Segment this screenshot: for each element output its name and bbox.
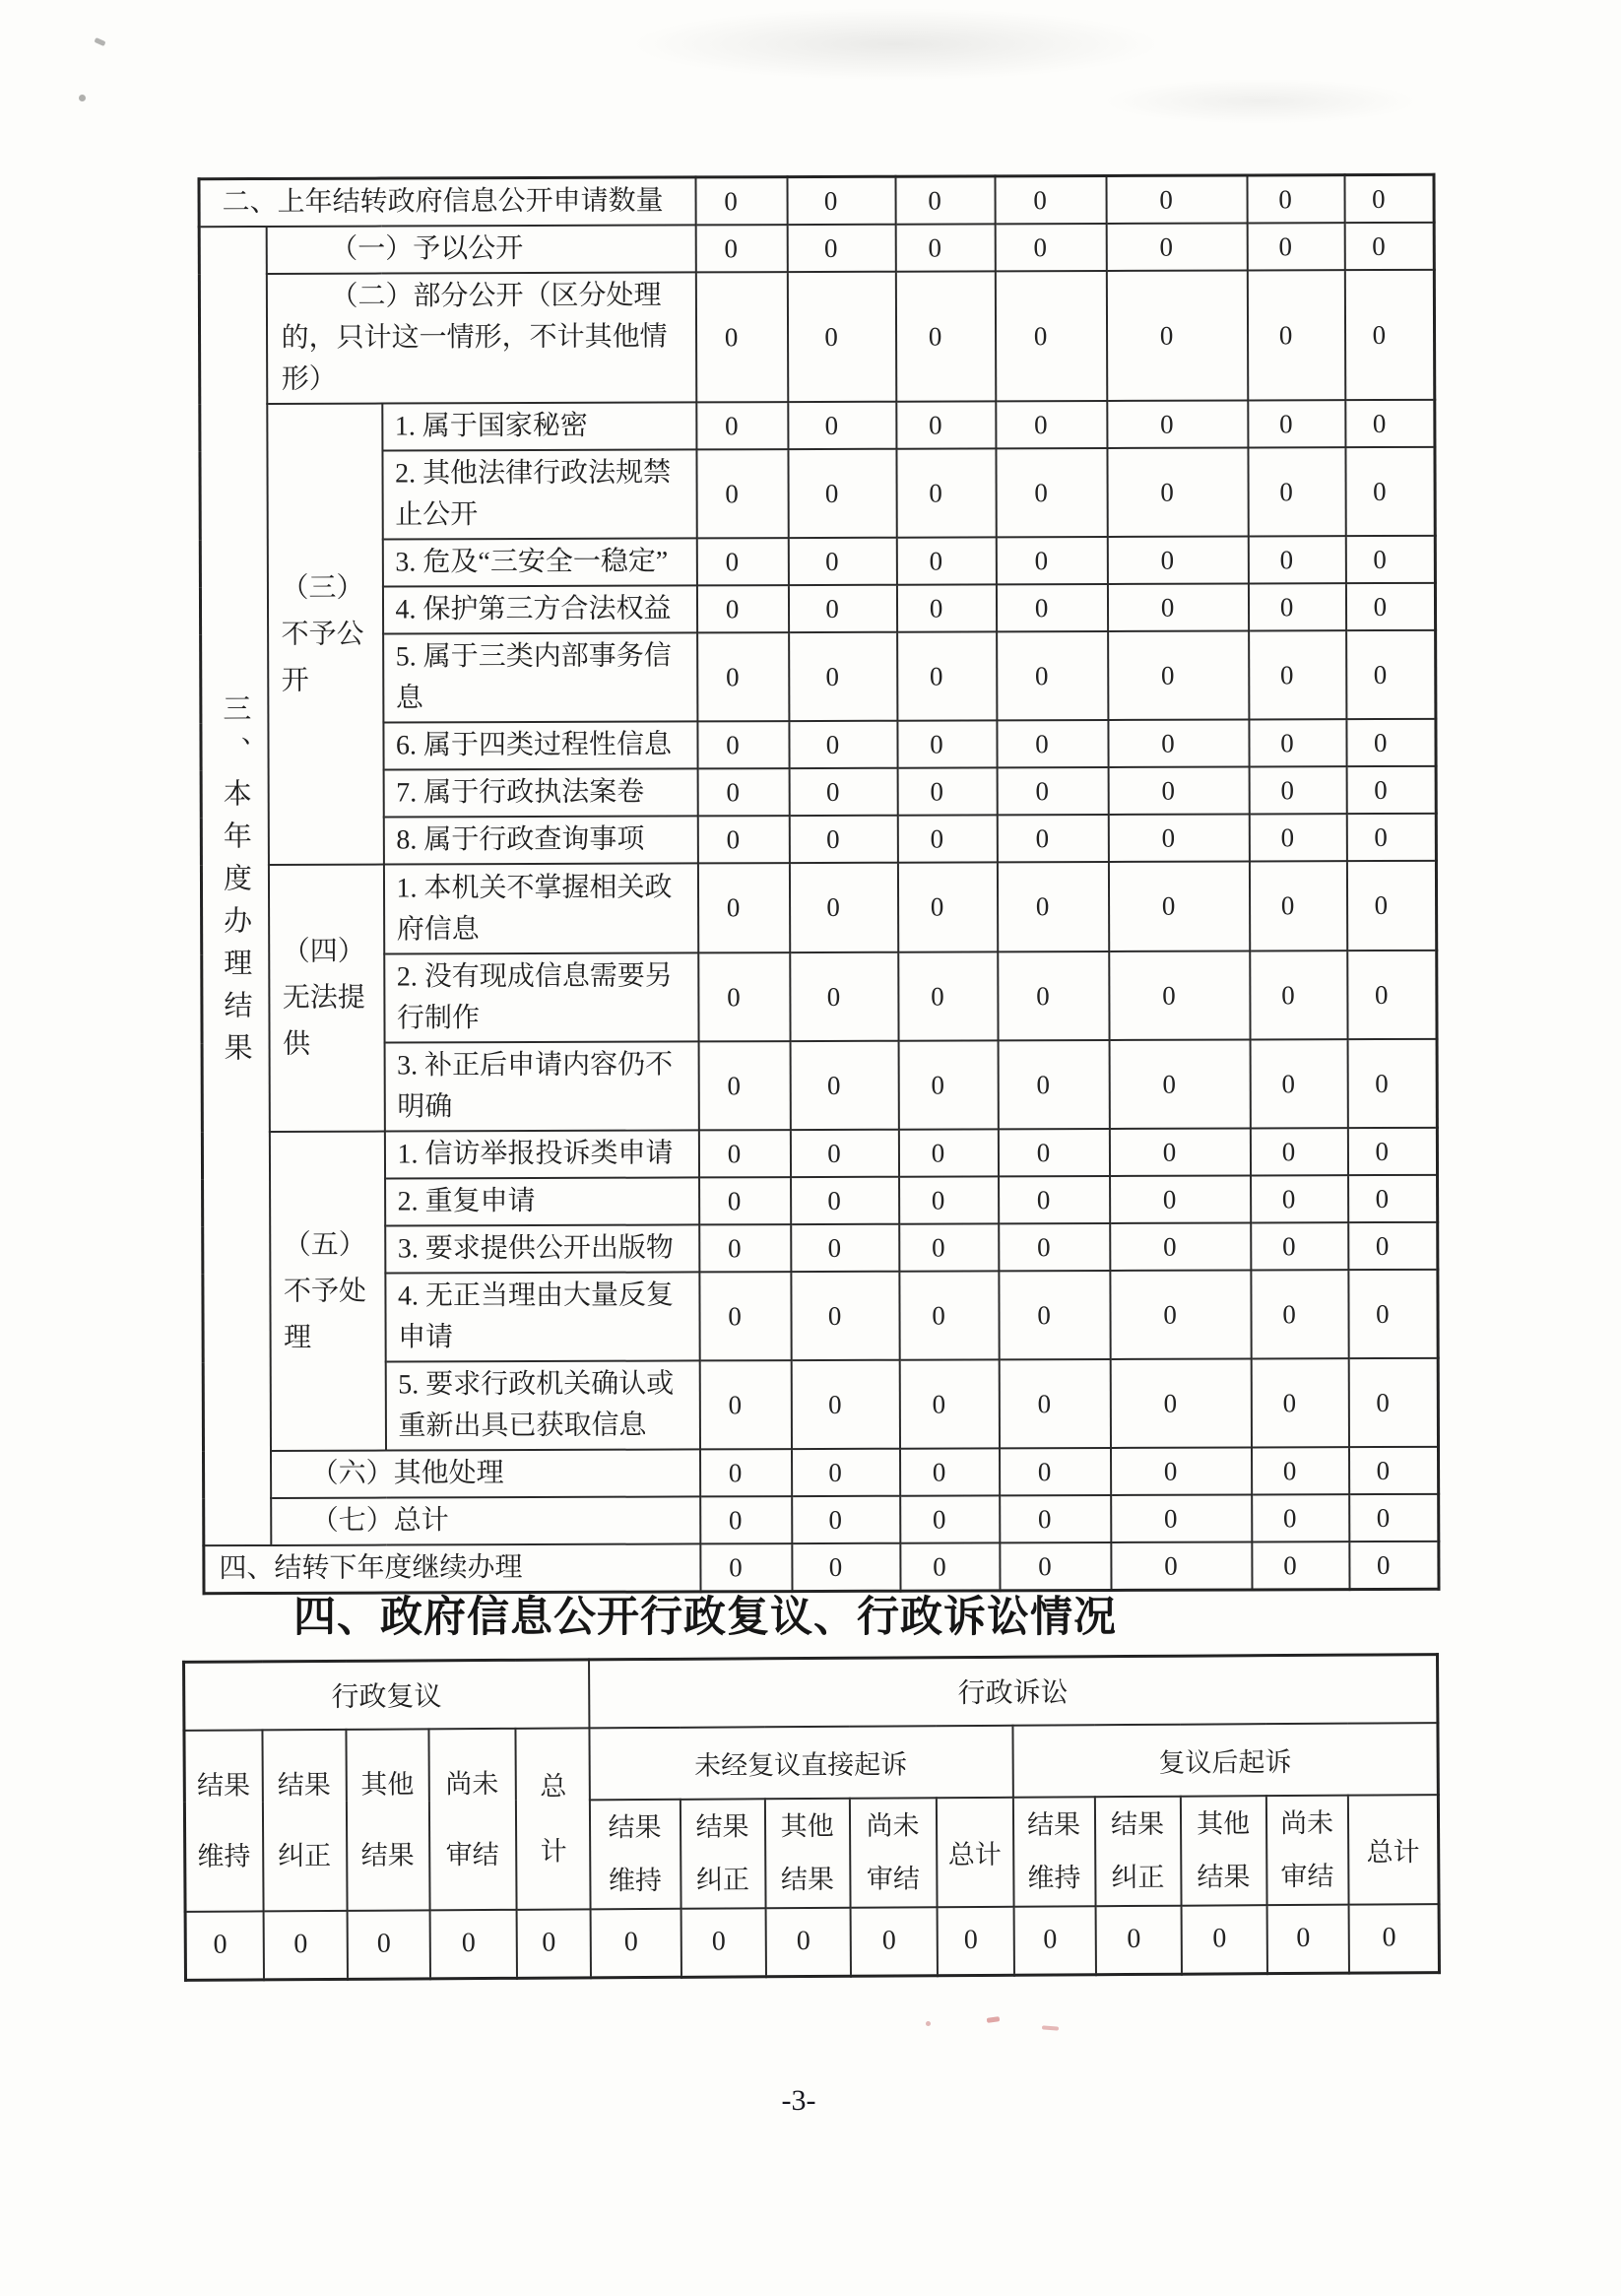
col-header: 尚未审结	[428, 1728, 516, 1910]
section-side-label	[199, 227, 271, 1545]
value-cell: 0	[898, 951, 998, 1040]
value-cell: 0	[1349, 1447, 1439, 1494]
value-cell: 0	[1349, 1542, 1439, 1590]
value-cell: 0	[1346, 861, 1436, 951]
col-header: 结果纠正	[680, 1799, 765, 1909]
col-header: 结果维持	[1012, 1797, 1095, 1907]
value-cell: 0	[429, 1909, 516, 1979]
value-cell: 0	[1109, 951, 1250, 1039]
value-cell: 0	[1252, 1542, 1349, 1590]
value-cell: 0	[699, 1272, 791, 1360]
value-cell: 0	[1247, 175, 1344, 224]
value-cell: 0	[1251, 1222, 1348, 1270]
value-cell: 0	[185, 1911, 263, 1980]
value-cell: 0	[1344, 223, 1434, 270]
value-cell: 0	[790, 1041, 898, 1130]
value-cell: 0	[1249, 814, 1346, 861]
value-cell: 0	[1249, 766, 1346, 814]
value-cell: 0	[789, 632, 897, 721]
value-cell: 0	[788, 402, 896, 449]
value-cell: 0	[1349, 1494, 1439, 1542]
value-cell: 0	[996, 584, 1107, 631]
value-cell: 0	[1106, 270, 1247, 400]
value-cell: 0	[787, 225, 895, 272]
row-label: 3. 要求提供公开出版物	[385, 1224, 699, 1273]
value-cell: 0	[996, 537, 1107, 584]
value-cell: 0	[899, 1359, 999, 1448]
value-cell: 0	[997, 767, 1108, 815]
value-cell: 0	[1111, 1542, 1252, 1590]
value-cell: 0	[896, 401, 996, 448]
value-cell: 0	[700, 1449, 792, 1496]
col-header: 结果纠正	[262, 1729, 347, 1911]
value-cell: 0	[996, 401, 1107, 448]
value-cell: 0	[1348, 1270, 1438, 1358]
row-label: 1. 信访举报投诉类申请	[384, 1130, 698, 1178]
side-label-text: 三、本年度办理结果	[219, 692, 252, 1075]
value-cell: 0	[1250, 1128, 1347, 1175]
scan-speck	[94, 37, 105, 46]
value-cell: 0	[1251, 1270, 1348, 1358]
value-cell: 0	[791, 1224, 899, 1272]
value-cell: 0	[895, 271, 995, 401]
value-cell: 0	[897, 862, 997, 951]
value-cell: 0	[1348, 1904, 1440, 1974]
annual-handling-results-table	[197, 173, 1440, 1595]
group-label: （四）无法提供	[268, 865, 384, 1132]
value-cell: 0	[789, 816, 897, 863]
row-label: 8. 属于行政查询事项	[383, 816, 697, 864]
value-cell: 0	[1181, 1905, 1266, 1975]
value-cell: 0	[1345, 536, 1435, 583]
value-cell: 0	[999, 1271, 1110, 1359]
col-header: 结果纠正	[1094, 1796, 1181, 1906]
value-cell: 0	[1346, 630, 1436, 719]
value-cell: 0	[1251, 1358, 1348, 1447]
value-cell: 0	[937, 1906, 1013, 1975]
row-label: （七）总计	[271, 1496, 700, 1545]
value-cell: 0	[1107, 400, 1248, 447]
review-header: 行政复议	[184, 1660, 589, 1731]
value-cell: 0	[896, 537, 996, 584]
value-cell: 0	[897, 631, 997, 720]
value-cell: 0	[1107, 536, 1248, 583]
litigation-header: 行政诉讼	[589, 1655, 1439, 1728]
value-cell: 0	[1249, 719, 1346, 766]
value-cell: 0	[1249, 861, 1346, 951]
value-cell: 0	[899, 1176, 999, 1223]
row-label: 5. 属于三类内部事务信息	[383, 632, 697, 722]
col-header: 结果维持	[184, 1730, 263, 1911]
scan-red-mark	[1042, 2025, 1059, 2030]
value-cell: 0	[700, 1543, 792, 1592]
value-cell: 0	[995, 271, 1106, 401]
scan-speck	[79, 95, 86, 101]
value-cell: 0	[998, 1040, 1109, 1129]
value-cell: 0	[999, 1223, 1110, 1271]
scan-red-mark	[987, 2016, 1001, 2023]
value-cell: 0	[1345, 447, 1435, 536]
value-cell: 0	[699, 1224, 791, 1272]
value-cell: 0	[695, 272, 787, 402]
value-cell: 0	[696, 538, 788, 585]
value-cell: 0	[1345, 400, 1435, 447]
value-cell: 0	[787, 176, 895, 225]
value-cell: 0	[347, 1910, 429, 1980]
row-label: （六）其他处理	[271, 1449, 700, 1498]
value-cell: 0	[698, 1041, 790, 1130]
value-cell: 0	[1250, 1039, 1347, 1128]
value-cell: 0	[997, 631, 1108, 720]
row-label: 2. 其他法律行政法规禁止公开	[382, 449, 696, 539]
row-label: 3. 补正后申请内容仍不明确	[384, 1041, 698, 1131]
row-label: （二）部分公开（区分处理的，只计这一情形，不计其他情形）	[266, 272, 695, 404]
value-cell: 0	[1348, 1358, 1438, 1447]
page-number: -3-	[781, 2084, 816, 2117]
band-direct-suit: 未经复议直接起诉	[589, 1725, 1012, 1800]
value-cell: 0	[1106, 223, 1247, 270]
value-cell: 0	[998, 951, 1109, 1040]
value-cell: 0	[790, 952, 898, 1041]
row-label: 7. 属于行政执法案卷	[383, 768, 697, 817]
value-cell: 0	[1346, 719, 1436, 766]
value-cell: 0	[1347, 951, 1437, 1039]
value-cell: 0	[695, 225, 787, 272]
value-cell: 0	[1346, 814, 1436, 861]
group-label: （三）不予公开	[267, 404, 384, 865]
value-cell: 0	[1110, 1270, 1251, 1358]
value-cell: 0	[899, 1271, 999, 1359]
review-litigation-table	[182, 1653, 1441, 1982]
value-cell: 0	[697, 632, 789, 721]
row-label: 1. 本机关不掌握相关政府信息	[383, 863, 697, 953]
value-cell: 0	[1247, 270, 1344, 400]
col-header: 尚未审结	[849, 1798, 937, 1908]
col-header-total: 总计	[936, 1797, 1013, 1906]
value-cell: 0	[897, 767, 997, 815]
value-cell: 0	[1111, 1494, 1252, 1542]
value-cell: 0	[1248, 447, 1345, 536]
value-cell: 0	[1110, 1358, 1251, 1447]
value-cell: 0	[1347, 1039, 1437, 1128]
col-header-total: 总计	[515, 1728, 590, 1909]
value-cell: 0	[1111, 1447, 1252, 1494]
value-cell: 0	[1347, 1128, 1437, 1175]
value-cell: 0	[895, 224, 995, 271]
value-cell: 0	[698, 1130, 790, 1177]
col-header: 其他结果	[1180, 1796, 1266, 1906]
value-cell: 0	[1013, 1906, 1095, 1976]
value-cell: 0	[995, 224, 1106, 271]
value-cell: 0	[792, 1449, 900, 1496]
value-cell: 0	[999, 1176, 1110, 1223]
value-cell: 0	[590, 1908, 681, 1978]
value-cell: 0	[697, 768, 789, 816]
value-cell: 0	[1110, 1175, 1251, 1222]
value-cell: 0	[697, 721, 789, 768]
value-cell: 0	[997, 815, 1108, 862]
value-cell: 0	[787, 272, 895, 402]
value-cell: 0	[1108, 719, 1249, 766]
value-cell: 0	[1344, 270, 1434, 400]
value-cell: 0	[791, 1272, 899, 1360]
row-label: 2. 没有现成信息需要另行制作	[384, 952, 698, 1042]
value-cell: 0	[995, 175, 1106, 224]
value-cell: 0	[263, 1910, 347, 1980]
value-cell: 0	[1107, 447, 1248, 536]
value-cell: 0	[1249, 630, 1346, 719]
value-cell: 0	[900, 1495, 1000, 1542]
value-cell: 0	[790, 1130, 898, 1177]
value-cell: 0	[1000, 1448, 1111, 1495]
value-cell: 0	[998, 1129, 1109, 1176]
row-label: 4. 无正当理由大量反复申请	[385, 1272, 699, 1361]
value-cell: 0	[699, 1177, 791, 1224]
value-cell: 0	[1348, 1175, 1438, 1222]
value-cell: 0	[1345, 583, 1435, 630]
row-label: 2. 重复申请	[385, 1177, 699, 1225]
row-label: 6. 属于四类过程性信息	[383, 721, 697, 769]
value-cell: 0	[789, 768, 897, 816]
band-after-review-suit: 复议后起诉	[1012, 1723, 1439, 1798]
value-cell: 0	[896, 584, 996, 631]
value-cell: 0	[1108, 814, 1249, 861]
value-cell: 0	[1348, 1222, 1438, 1270]
value-cell: 0	[1250, 951, 1347, 1039]
col-header: 其他结果	[346, 1729, 429, 1911]
value-cell: 0	[1252, 1447, 1349, 1494]
value-cell: 0	[900, 1448, 1000, 1495]
value-cell: 0	[1108, 766, 1249, 814]
value-cell: 0	[1095, 1905, 1181, 1975]
value-cell: 0	[1248, 583, 1345, 630]
value-cell: 0	[1251, 1175, 1348, 1222]
value-cell: 0	[897, 720, 997, 767]
value-cell: 0	[696, 449, 788, 538]
value-cell: 0	[788, 449, 896, 538]
value-cell: 0	[1248, 400, 1345, 447]
col-header: 尚未审结	[1265, 1795, 1348, 1905]
value-cell: 0	[1344, 174, 1434, 223]
row-label: 4. 保护第三方合法权益	[382, 585, 696, 633]
col-header-total: 总计	[1347, 1795, 1439, 1905]
row-label: 3. 危及“三安全一稳定”	[382, 538, 696, 586]
value-cell: 0	[699, 1360, 791, 1449]
value-cell: 0	[695, 177, 787, 226]
value-cell: 0	[896, 448, 996, 537]
value-cell: 0	[516, 1909, 590, 1978]
section4-title: 四、政府信息公开行政复议、行政诉讼情况	[293, 1594, 1117, 1641]
value-cell: 0	[1109, 1039, 1250, 1128]
value-cell: 0	[1108, 861, 1249, 951]
value-cell: 0	[898, 1129, 998, 1176]
scan-smudge	[630, 8, 1162, 81]
value-cell: 0	[791, 1360, 899, 1449]
value-cell: 0	[897, 815, 997, 862]
value-cell: 0	[788, 538, 896, 585]
value-cell: 0	[895, 176, 995, 225]
value-cell: 0	[1248, 536, 1345, 583]
value-cell: 0	[898, 1040, 998, 1129]
row-label: 二、上年结转政府信息公开申请数量	[199, 177, 695, 227]
value-cell: 0	[789, 863, 897, 952]
row-label: （一）予以公开	[266, 225, 695, 274]
value-cell: 0	[1346, 766, 1436, 814]
group-label: （五）不予处理	[269, 1132, 385, 1451]
value-cell: 0	[697, 816, 789, 863]
value-cell: 0	[788, 585, 896, 632]
value-cell: 0	[900, 1542, 1000, 1591]
value-cell: 0	[1106, 175, 1247, 224]
value-cell: 0	[700, 1496, 792, 1543]
value-cell: 0	[1000, 1495, 1111, 1542]
value-cell: 0	[1110, 1222, 1251, 1270]
scan-red-mark	[926, 2021, 931, 2026]
value-cell: 0	[698, 952, 790, 1041]
value-cell: 0	[1247, 223, 1344, 270]
value-cell: 0	[696, 402, 788, 449]
value-cell: 0	[792, 1496, 900, 1543]
value-cell: 0	[765, 1907, 850, 1977]
value-cell: 0	[697, 863, 789, 952]
value-cell: 0	[789, 721, 897, 768]
value-cell: 0	[681, 1908, 765, 1978]
value-cell: 0	[997, 862, 1108, 951]
col-header: 结果维持	[589, 1799, 681, 1909]
value-cell: 0	[1108, 630, 1249, 719]
row-label: 5. 要求行政机关确认或重新出具已获取信息	[385, 1360, 699, 1450]
value-cell: 0	[996, 448, 1107, 537]
value-cell: 0	[899, 1223, 999, 1271]
value-cell: 0	[696, 585, 788, 632]
col-header: 其他结果	[764, 1798, 850, 1908]
value-cell: 0	[850, 1907, 937, 1977]
value-cell: 0	[1109, 1128, 1250, 1175]
value-cell: 0	[1266, 1904, 1348, 1974]
value-cell: 0	[1000, 1542, 1111, 1591]
value-cell: 0	[1107, 583, 1248, 630]
value-cell: 0	[1252, 1494, 1349, 1542]
value-cell: 0	[999, 1359, 1110, 1448]
row-label: 1. 属于国家秘密	[382, 402, 696, 450]
row-label: 四、结转下年度继续办理	[204, 1543, 700, 1593]
value-cell: 0	[997, 720, 1108, 767]
scan-smudge	[1103, 79, 1418, 124]
value-cell: 0	[791, 1177, 899, 1224]
value-cell: 0	[792, 1543, 900, 1592]
